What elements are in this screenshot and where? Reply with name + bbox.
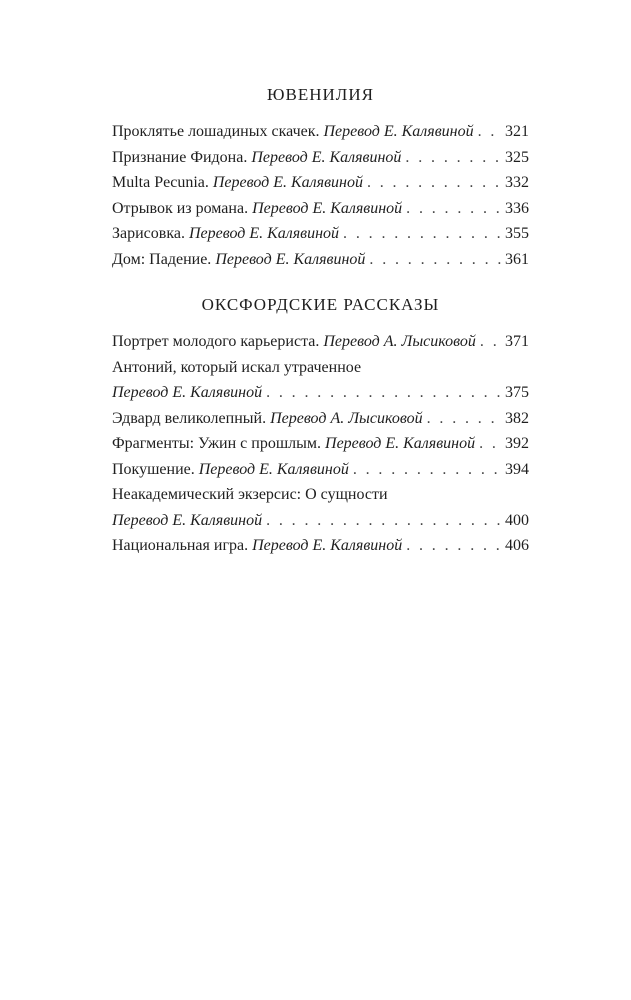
table-of-contents: [112, 84, 529, 559]
toc-entry[interactable]: [112, 431, 529, 457]
entry-page-number: 394: [505, 460, 529, 478]
toc-entry[interactable]: [112, 329, 529, 355]
entry-page-number: 406: [505, 537, 529, 554]
entry-title: Эдвард великолепный.: [112, 409, 267, 427]
entry-translator: Перевод Е. Калявиной: [252, 199, 403, 217]
dot-leader: [427, 406, 501, 432]
entry-page-number: 332: [505, 174, 529, 191]
entry-title: Зарисовка.: [112, 225, 185, 242]
entry-page-number: 400: [505, 511, 529, 529]
entry-page-number: 336: [505, 199, 529, 217]
entry-title: Покушение.: [112, 460, 195, 478]
entry-title: Неакадемический экзерсис: О сущности: [112, 486, 388, 503]
dot-leader: [367, 170, 501, 196]
entry-translator: Перевод Е. Калявиной: [323, 123, 474, 140]
entry-page-number: 321: [505, 123, 529, 140]
dot-leader: [480, 329, 501, 355]
dot-leader: [405, 145, 501, 171]
entry-page-number: 371: [505, 333, 529, 350]
entry-translator: Перевод А. Лысиковой: [270, 409, 423, 427]
toc-entry[interactable]: [112, 170, 529, 196]
entry-translator: Перевод Е. Калявиной: [198, 460, 349, 478]
entry-title: Признание Фидона.: [112, 148, 248, 166]
toc-entry[interactable]: [112, 457, 529, 483]
entry-translator: Перевод Е. Калявиной: [188, 225, 340, 242]
section-oxford-stories: [112, 294, 529, 559]
toc-entry[interactable]: [112, 533, 529, 559]
dot-leader: [479, 431, 501, 457]
entry-title: Проклятье лошадиных скачек.: [112, 123, 320, 140]
entry-title: Национальная игра.: [112, 537, 249, 554]
entry-page-number: 382: [505, 409, 529, 427]
entry-translator: Перевод А. Лысиковой: [323, 333, 476, 350]
entry-title: Фрагменты: Ужин с прошлым.: [112, 435, 322, 452]
dot-leader: [343, 221, 501, 247]
toc-entry[interactable]: [112, 145, 529, 171]
entry-translator: Перевод Е. Калявиной: [325, 435, 476, 452]
dot-leader: [353, 457, 501, 483]
entry-title: Портрет молодого карьериста.: [112, 333, 320, 350]
entry-translator: Перевод Е. Калявиной: [251, 148, 402, 166]
entry-translator: Перевод Е. Калявиной: [215, 250, 366, 268]
entry-translator: Перевод Е. Калявиной: [112, 384, 263, 401]
entry-title: Отрывок из романа.: [112, 199, 249, 217]
dot-leader: [266, 380, 501, 406]
section-title: ЮВЕНИЛИЯ: [267, 85, 374, 104]
dot-leader: [406, 196, 501, 222]
toc-entry[interactable]: [112, 406, 529, 432]
toc-entry[interactable]: [112, 482, 529, 533]
dot-leader: [478, 119, 501, 145]
entry-title: Антоний, который искал утраченное: [112, 358, 362, 376]
entry-page-number: 361: [505, 250, 529, 268]
section-juvenilia: [112, 84, 529, 272]
entry-page-number: 392: [505, 435, 529, 452]
entry-translator: Перевод Е. Калявиной: [252, 537, 403, 554]
toc-entry[interactable]: [112, 355, 529, 406]
section-title: ОКСФОРДСКИЕ РАССКАЗЫ: [201, 295, 440, 314]
entry-page-number: 375: [505, 384, 529, 401]
entry-page-number: 355: [505, 225, 529, 242]
toc-entry[interactable]: [112, 221, 529, 247]
entry-translator: Перевод Е. Калявиной: [112, 511, 263, 529]
entry-page-number: 325: [505, 148, 529, 166]
dot-leader: [266, 508, 501, 534]
toc-entry[interactable]: [112, 247, 529, 273]
dot-leader: [369, 247, 501, 273]
entry-title: Multa Pecunia.: [112, 174, 209, 191]
dot-leader: [406, 533, 501, 559]
toc-entry[interactable]: [112, 119, 529, 145]
entry-translator: Перевод Е. Калявиной: [212, 174, 363, 191]
entry-title: Дом: Падение.: [112, 250, 212, 268]
toc-entry[interactable]: [112, 196, 529, 222]
